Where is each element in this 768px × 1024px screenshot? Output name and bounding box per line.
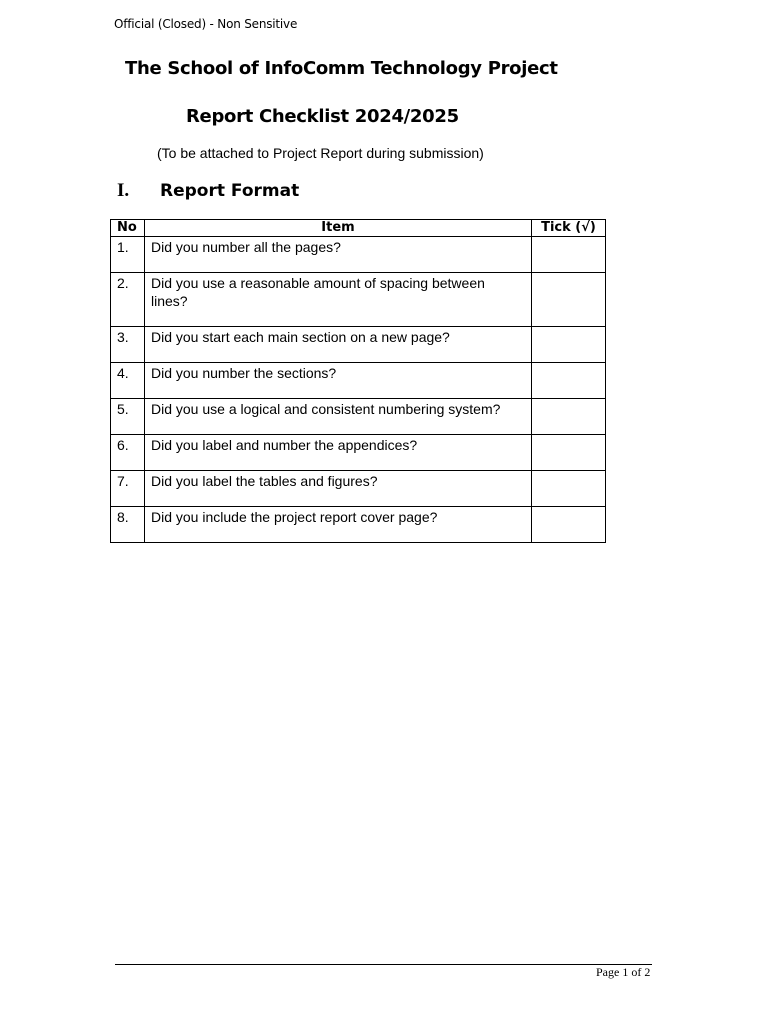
header-no: No [111,220,145,237]
header-tick: Tick (√) [532,220,606,237]
table-row [111,273,606,327]
section-number: I. [117,180,130,201]
row-number: 2. [111,273,145,327]
submission-note: (To be attached to Project Report during submission) [157,145,484,161]
header-item: Item [145,220,532,237]
document-subtitle-title: Report Checklist 2024/2025 [186,106,459,127]
classification-label: Official (Closed) - Non Sensitive [114,17,298,31]
tick-cell[interactable] [532,471,606,507]
row-number: 4. [111,363,145,399]
row-number: 5. [111,399,145,435]
tick-cell[interactable] [532,363,606,399]
row-item: Did you number the sections? [145,363,532,399]
tick-cell[interactable] [532,237,606,273]
row-number: 7. [111,471,145,507]
row-number: 1. [111,237,145,273]
row-item: Did you label and number the appendices? [145,435,532,471]
tick-cell[interactable] [532,327,606,363]
section-title: Report Format [160,181,300,201]
footer-divider [115,964,652,965]
tick-cell[interactable] [532,435,606,471]
table-header-row [111,220,606,237]
row-item: Did you start each main section on a new page? [145,327,532,363]
table-row [111,327,606,363]
tick-cell[interactable] [532,399,606,435]
table-row [111,237,606,273]
table-row [111,507,606,543]
row-item: Did you number all the pages? [145,237,532,273]
table-row [111,435,606,471]
row-number: 3. [111,327,145,363]
tick-cell[interactable] [532,507,606,543]
table-row [111,471,606,507]
checklist-table [110,219,606,543]
section-heading [117,180,299,202]
row-item: Did you include the project report cover page? [145,507,532,543]
row-item: Did you use a logical and consistent numbering system? [145,399,532,435]
row-number: 8. [111,507,145,543]
document-title: The School of InfoComm Technology Project [125,58,558,79]
row-item: Did you use a reasonable amount of spacing between lines? [145,273,532,327]
page-number: Page 1 of 2 [596,965,651,979]
row-item: Did you label the tables and figures? [145,471,532,507]
table-row [111,399,606,435]
row-number: 6. [111,435,145,471]
tick-cell[interactable] [532,273,606,327]
table-row [111,363,606,399]
